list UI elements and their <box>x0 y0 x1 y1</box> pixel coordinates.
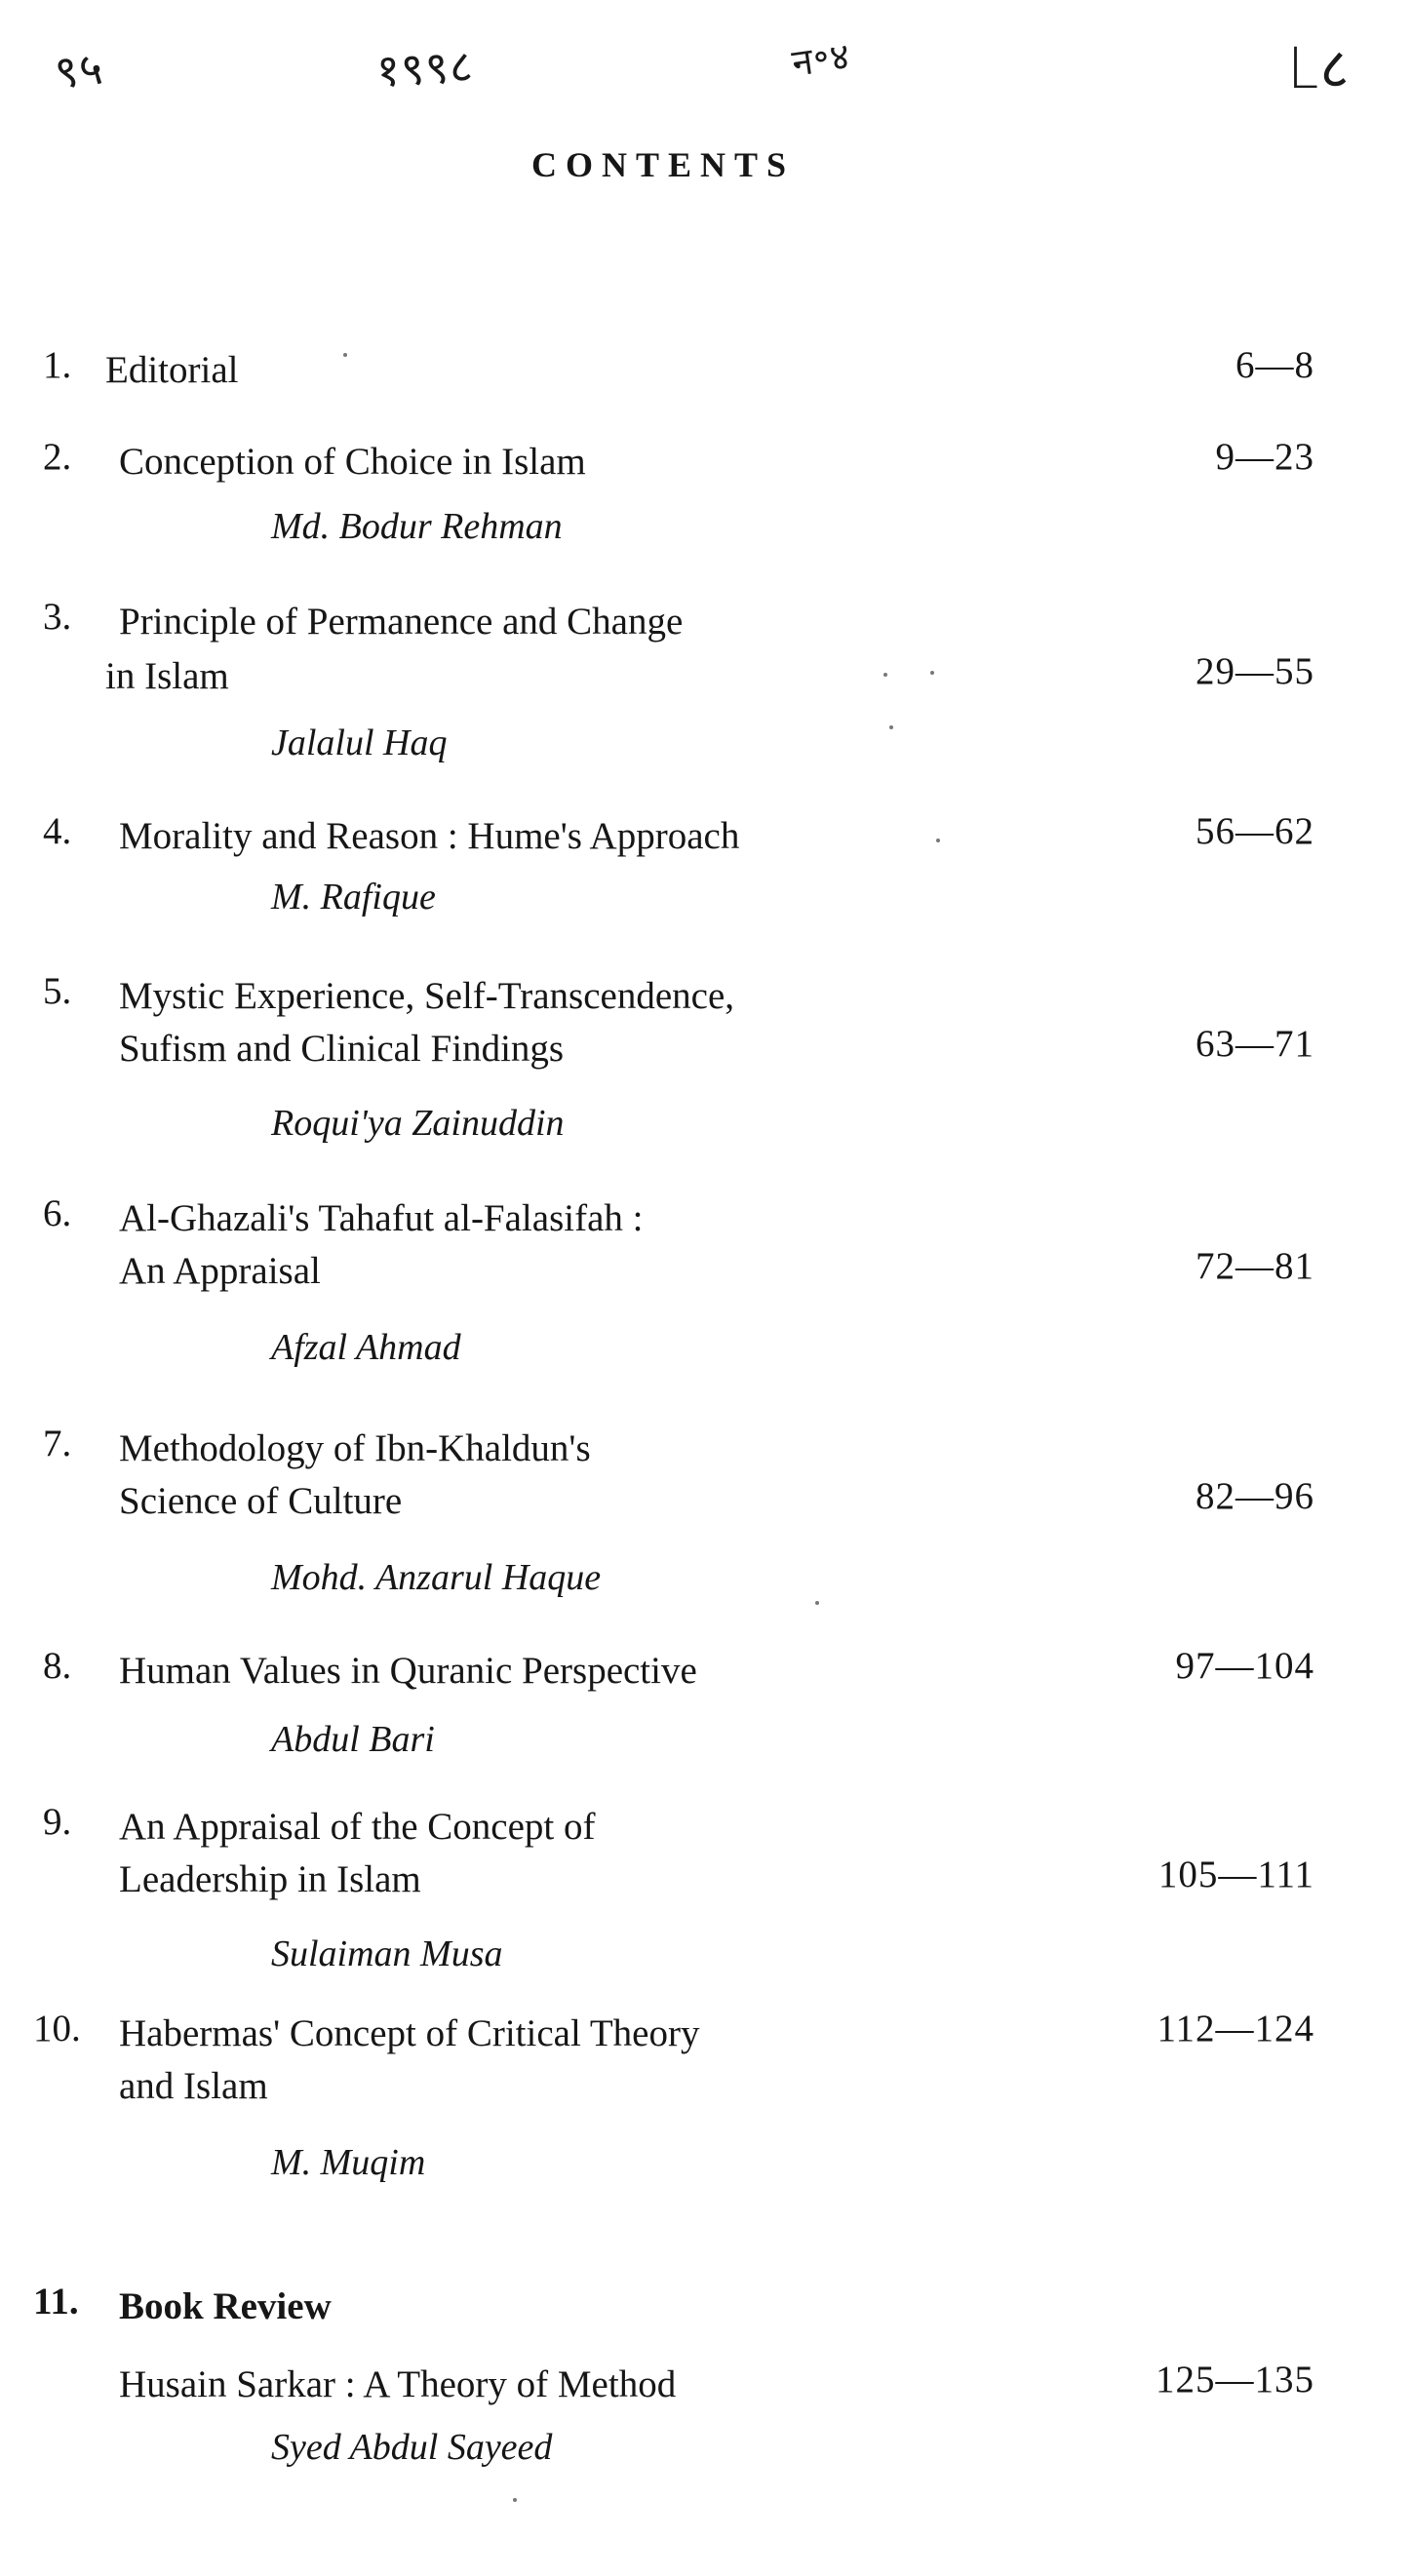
entry-number: 6. <box>43 1192 72 1234</box>
entry-pages: 105—111 <box>1157 1854 1314 1895</box>
entry-title-continued: An Appraisal <box>119 1250 321 1292</box>
entry-author: Md. Bodur Rehman <box>271 506 563 547</box>
entry-number: 4. <box>43 810 72 852</box>
entry-title: Mystic Experience, Self-Transcendence, <box>119 975 735 1017</box>
entry-title-continued: Science of Culture <box>119 1480 403 1522</box>
entry-author: Syed Abdul Sayeed <box>271 2427 553 2468</box>
entry-number: 3. <box>43 596 72 638</box>
scan-speck <box>883 673 887 677</box>
entry-pages: 9—23 <box>1215 436 1314 478</box>
entry-title-continued: in Islam <box>105 655 229 697</box>
handwritten-note-corner: L८ <box>1287 35 1351 101</box>
scan-speck <box>936 839 940 842</box>
entry-author: Abdul Bari <box>271 1719 435 1760</box>
entry-author: M. Muqim <box>271 2142 426 2183</box>
entry-title: Methodology of Ibn-Khaldun's <box>119 1427 591 1469</box>
entry-pages: 72—81 <box>1196 1245 1314 1287</box>
handwritten-note-volume: ९५ <box>52 41 106 99</box>
entry-author: Jalalul Haq <box>271 722 448 763</box>
scan-speck <box>930 671 934 675</box>
entry-title: Al-Ghazali's Tahafut al-Falasifah : <box>119 1197 644 1239</box>
entry-author: Roqui'ya Zainuddin <box>271 1103 565 1144</box>
entry-pages: 82—96 <box>1196 1475 1314 1517</box>
entry-title: An Appraisal of the Concept of <box>119 1806 596 1848</box>
section-heading-book-review: Book Review <box>119 2285 332 2327</box>
page-title: CONTENTS <box>530 145 796 184</box>
entry-author: Sulaiman Musa <box>271 1933 503 1974</box>
entry-number: 7. <box>43 1423 72 1464</box>
scan-speck <box>343 353 347 357</box>
entry-pages: 125—135 <box>1156 2359 1314 2400</box>
entry-title: Human Values in Quranic Perspective <box>119 1650 697 1692</box>
entry-number: 9. <box>43 1801 72 1843</box>
entry-title: Habermas' Concept of Critical Theory <box>119 2012 700 2054</box>
entry-pages: 6—8 <box>1236 344 1314 386</box>
entry-title: Husain Sarkar : A Theory of Method <box>119 2363 677 2405</box>
entry-title-continued: Sufism and Clinical Findings <box>119 1028 565 1070</box>
entry-author: Mohd. Anzarul Haque <box>271 1557 602 1598</box>
handwritten-note-year: १९९८ <box>374 39 476 98</box>
entry-number: 8. <box>43 1645 72 1687</box>
entry-title: Editorial <box>105 349 239 391</box>
entry-pages: 63—71 <box>1196 1023 1314 1065</box>
entry-title: Morality and Reason : Hume's Approach <box>119 815 740 857</box>
scan-speck <box>889 725 893 729</box>
entry-number: 11. <box>33 2281 79 2322</box>
entry-number: 5. <box>43 970 72 1012</box>
entry-number: 2. <box>43 436 72 478</box>
entry-number: 10. <box>33 2008 81 2049</box>
entry-title-continued: Leadership in Islam <box>119 1858 421 1900</box>
entry-pages: 112—124 <box>1157 2008 1314 2049</box>
entry-pages: 56—62 <box>1196 810 1314 852</box>
entry-title-continued: and Islam <box>119 2065 268 2107</box>
scan-speck <box>815 1601 819 1605</box>
entry-author: M. Rafique <box>271 877 436 917</box>
scan-speck <box>513 2498 517 2502</box>
handwritten-note-number: न॰४ <box>789 34 853 85</box>
entry-pages: 29—55 <box>1196 650 1314 692</box>
entry-author: Afzal Ahmad <box>271 1327 461 1368</box>
entry-title: Principle of Permanence and Change <box>119 601 684 643</box>
entry-title: Conception of Choice in Islam <box>119 441 586 483</box>
entry-pages: 97—104 <box>1175 1645 1314 1687</box>
entry-number: 1. <box>43 344 72 386</box>
